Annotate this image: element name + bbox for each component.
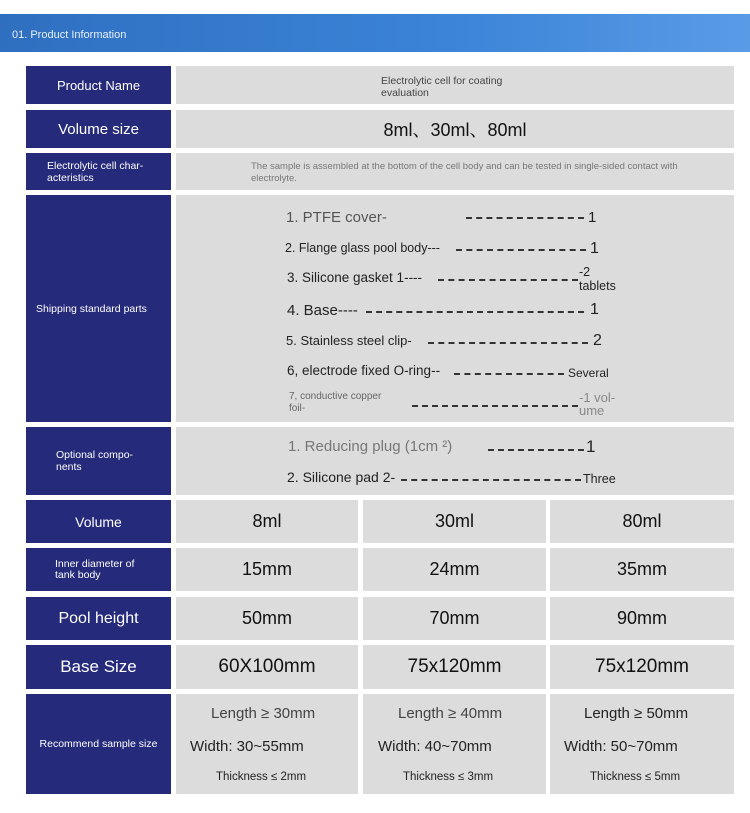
sample-size-label: Recommend sample size bbox=[39, 738, 158, 750]
spec-row-sample-size bbox=[26, 694, 734, 794]
spec-cell: 60X100mm bbox=[176, 645, 358, 689]
row-label bbox=[26, 66, 171, 104]
row-value-cell bbox=[176, 153, 734, 190]
spec-cell: 90mm bbox=[550, 597, 734, 640]
shipping-item-name: 7, conductive copper foil- bbox=[289, 391, 382, 414]
sample-thickness: Thickness ≤ 5mm bbox=[590, 771, 681, 783]
optional-item-qty: 1 bbox=[586, 437, 596, 456]
shipping-item-name: 5. Stainless steel clip- bbox=[286, 333, 412, 348]
inner-diameter-label: Inner diameter of tank body bbox=[55, 557, 135, 581]
product-name-value: Electrolytic cell for coating evaluation bbox=[381, 75, 503, 99]
sample-size-cell bbox=[176, 694, 358, 794]
shipping-item-name: 3. Silicone gasket 1---- bbox=[287, 270, 423, 285]
sample-length: Length ≥ 40mm bbox=[398, 705, 503, 722]
shipping-item-name: 1. PTFE cover- bbox=[286, 209, 387, 226]
spec-row-volume bbox=[26, 500, 734, 543]
shipping-item-qty: -2 tablets bbox=[579, 265, 616, 293]
sample-width: Width: 30~55mm bbox=[190, 738, 304, 755]
shipping-item-name: 6, electrode fixed O-ring-- bbox=[287, 363, 441, 378]
optional-item-name: 1. Reducing plug (1cm ²) bbox=[288, 438, 453, 455]
spec-cell: 80ml bbox=[550, 500, 734, 543]
row-optional-components bbox=[26, 427, 734, 495]
spec-cell: 35mm bbox=[550, 548, 734, 591]
sample-length: Length ≥ 50mm bbox=[584, 705, 689, 722]
leader-line bbox=[401, 479, 581, 481]
row-product-name bbox=[26, 66, 734, 104]
optional-item-qty: Three bbox=[583, 472, 616, 486]
sample-width: Width: 50~70mm bbox=[564, 738, 678, 755]
volume-label: Volume bbox=[75, 513, 122, 530]
spec-cell: 75x120mm bbox=[550, 645, 734, 689]
shipping-item-qty: 1 bbox=[590, 301, 599, 318]
leader-line bbox=[438, 279, 578, 281]
spec-cell: 8ml bbox=[176, 500, 358, 543]
leader-line bbox=[454, 373, 564, 375]
sample-size-cell bbox=[363, 694, 546, 794]
shipping-list bbox=[176, 195, 734, 422]
row-label bbox=[26, 427, 171, 495]
sample-thickness: Thickness ≤ 3mm bbox=[403, 771, 494, 783]
spec-cell: 30ml bbox=[363, 500, 546, 543]
shipping-item-name: 4. Base---- bbox=[287, 302, 358, 319]
row-label bbox=[26, 548, 171, 591]
spec-row-inner-diameter bbox=[26, 548, 734, 591]
sample-length: Length ≥ 30mm bbox=[211, 705, 316, 722]
shipping-item-qty: 1 bbox=[590, 240, 599, 257]
sample-size-cell bbox=[550, 694, 734, 794]
optional-item-name: 2. Silicone pad 2- bbox=[287, 469, 396, 485]
characteristics-value: The sample is assembled at the bottom of the cell body and can be tested in single-sided contact with electrolyte. bbox=[251, 161, 678, 184]
spec-cell: 24mm bbox=[363, 548, 546, 591]
shipping-item-qty: Several bbox=[568, 366, 609, 380]
row-shipping-parts bbox=[26, 195, 734, 422]
row-label bbox=[26, 500, 171, 543]
pool-height-label: Pool height bbox=[58, 609, 139, 627]
shipping-item-qty: 2 bbox=[593, 332, 602, 349]
row-characteristics bbox=[26, 153, 734, 190]
spec-cell: 50mm bbox=[176, 597, 358, 640]
sample-thickness: Thickness ≤ 2mm bbox=[216, 771, 307, 783]
spec-cell: 75x120mm bbox=[363, 645, 546, 689]
spec-row-base-size bbox=[26, 645, 734, 689]
base-size-label: Base Size bbox=[60, 657, 137, 676]
leader-line bbox=[412, 405, 578, 407]
optional-label: Optional compo-nents bbox=[56, 449, 134, 473]
volume-size-label: Volume size bbox=[58, 120, 139, 138]
leader-line bbox=[456, 249, 586, 251]
shipping-item-name: 2. Flange glass pool body--- bbox=[285, 241, 440, 255]
leader-line bbox=[428, 342, 588, 344]
shipping-item-qty: 1 bbox=[588, 209, 597, 226]
leader-line bbox=[466, 217, 584, 219]
spec-row-pool-height bbox=[26, 597, 734, 640]
row-label bbox=[26, 195, 171, 422]
characteristics-label: Electrolytic cell char-acteristics bbox=[47, 159, 144, 184]
row-label bbox=[26, 110, 171, 148]
row-volume-size bbox=[26, 110, 734, 148]
volume-size-value: 8ml、30ml、80ml bbox=[176, 110, 734, 148]
row-value-cell bbox=[176, 66, 734, 104]
section-banner bbox=[0, 14, 750, 52]
shipping-item-qty: -1 vol-ume bbox=[579, 390, 616, 418]
spec-cell: 70mm bbox=[363, 597, 546, 640]
row-label bbox=[26, 597, 171, 640]
spec-cell: 15mm bbox=[176, 548, 358, 591]
shipping-label: Shipping standard parts bbox=[36, 302, 147, 315]
section-title: 01. Product Information bbox=[12, 29, 127, 41]
product-name-label: Product Name bbox=[56, 77, 141, 93]
leader-line bbox=[366, 311, 584, 313]
leader-line bbox=[488, 449, 584, 451]
row-label bbox=[26, 153, 171, 190]
optional-list bbox=[176, 427, 734, 495]
row-label bbox=[26, 694, 171, 794]
sample-width: Width: 40~70mm bbox=[378, 738, 492, 755]
row-label bbox=[26, 645, 171, 689]
